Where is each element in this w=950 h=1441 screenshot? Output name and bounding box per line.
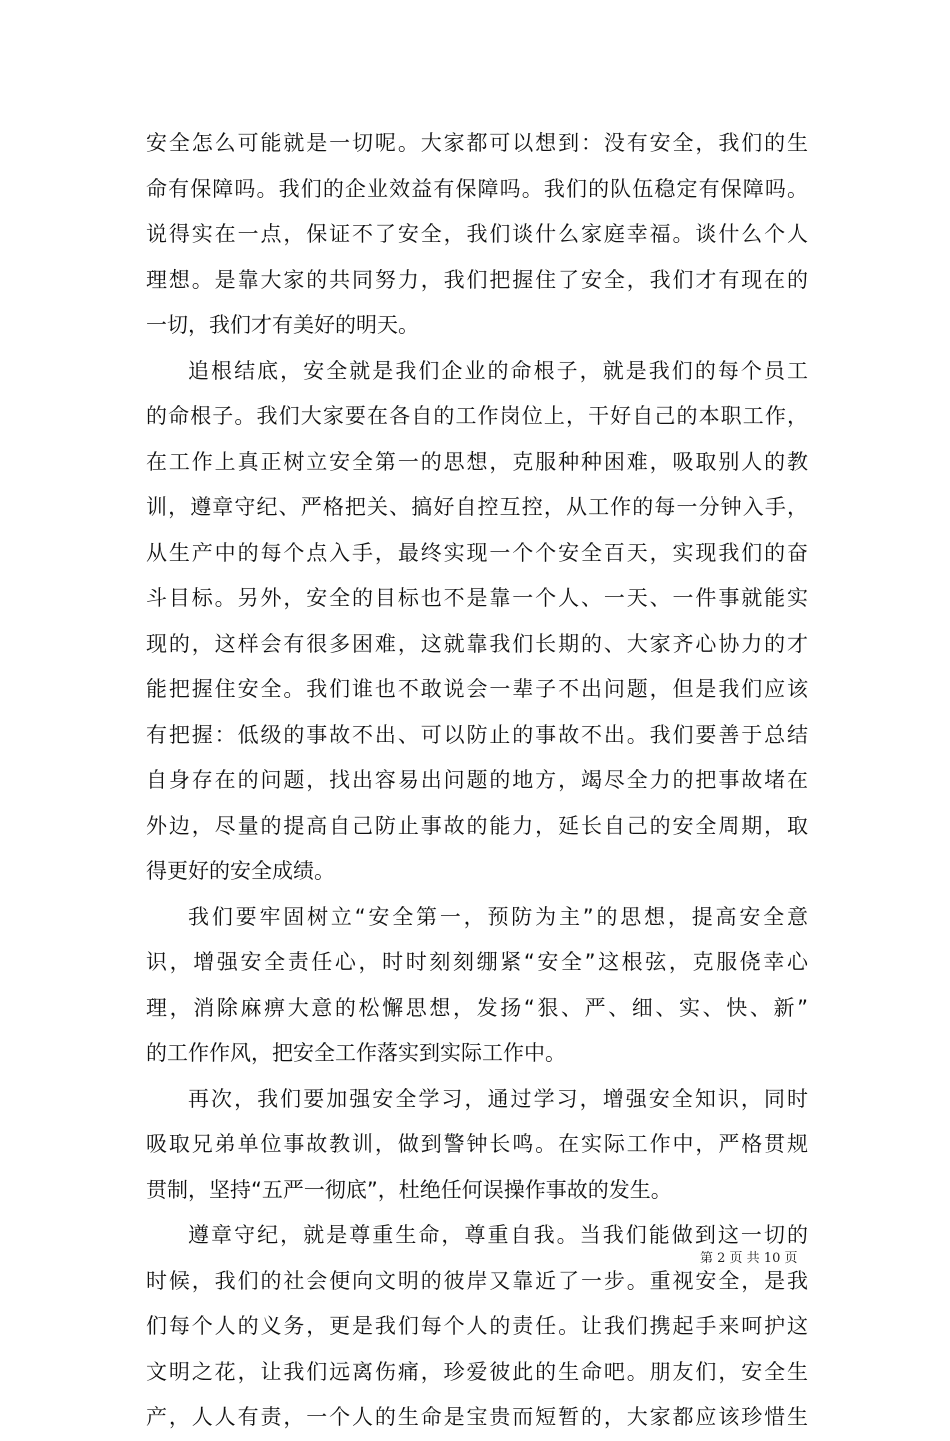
text-line: 斗目标。另外，安全的目标也不是靠一个人、一天、一件事就能实 [146,586,808,610]
text-line: 安全怎么可能就是一切呢。大家都可以想到：没有安全，我们的生 [146,131,808,155]
text-line: 的命根子。我们大家要在各自的工作岗位上，干好自己的本职工作， [146,404,808,428]
text-line: 一切，我们才有美好的明天。 [146,313,419,337]
text-line: 们每个人的义务，更是我们每个人的责任。让我们携起手来呵护这 [146,1314,808,1338]
text-line: 产，人人有责，一个人的生命是宝贵而短暂的，大家都应该珍惜生 [146,1405,808,1429]
text-line: 理想。是靠大家的共同努力，我们把握住了安全，我们才有现在的 [146,267,808,292]
text-line: 能把握住安全。我们谁也不敢说会一辈子不出问题，但是我们应该 [146,677,808,701]
page-number-footer: 第 2 页 共 10 页 [700,1251,798,1266]
text-line: 识，增强安全责任心，时时刻刻绷紧“安全”这根弦，克服侥幸心 [146,950,808,974]
body-text [146,121,808,1441]
text-line: 说得实在一点，保证不了安全，我们谈什么家庭幸福。谈什么个人 [146,222,808,246]
paragraph-start-line: 我们要牢固树立“安全第一，预防为主”的思想，提高安全意 [188,904,808,929]
text-line: 的工作作风，把安全工作落实到实际工作中。 [146,1041,566,1065]
text-line: 有把握：低级的事故不出、可以防止的事故不出。我们要善于总结 [146,722,808,747]
paragraph-start-line: 遵章守纪，就是尊重生命，尊重自我。当我们能做到这一切的 [188,1223,808,1247]
text-line: 文明之花，让我们远离伤痛，珍爱彼此的生命吧。朋友们，安全生 [146,1359,808,1384]
text-line: 命有保障吗。我们的企业效益有保障吗。我们的队伍稳定有保障吗。 [146,176,808,201]
text-line: 吸取兄弟单位事故教训，做到警钟长鸣。在实际工作中，严格贯规 [146,1132,808,1156]
text-line: 贯制，坚持“五严一彻底”，杜绝任何误操作事故的发生。 [146,1177,672,1202]
text-line: 时候，我们的社会便向文明的彼岸又靠近了一步。重视安全，是我 [146,1268,808,1293]
paragraph-start-line: 再次，我们要加强安全学习，通过学习，增强安全知识，同时 [188,1086,808,1111]
text-line: 训，遵章守纪、严格把关、搞好自控互控，从工作的每一分钟入手， [146,495,808,519]
text-line: 现的，这样会有很多困难，这就靠我们长期的、大家齐心协力的才 [146,631,808,656]
text-line: 理，消除麻痹大意的松懈思想，发扬“狠、严、细、实、快、新” [146,995,808,1020]
text-line: 得更好的安全成绩。 [146,859,335,883]
text-line: 从生产中的每个点入手，最终实现一个个安全百天，实现我们的奋 [146,540,808,565]
text-line: 在工作上真正树立安全第一的思想，克服种种困难，吸取别人的教 [146,449,808,474]
text-line: 自身存在的问题，找出容易出问题的地方，竭尽全力的把事故堵在 [146,768,808,792]
text-line: 外边，尽量的提高自己防止事故的能力，延长自己的安全周期，取 [146,813,808,838]
paragraph-start-line: 追根结底，安全就是我们企业的命根子，就是我们的每个员工 [188,358,808,383]
